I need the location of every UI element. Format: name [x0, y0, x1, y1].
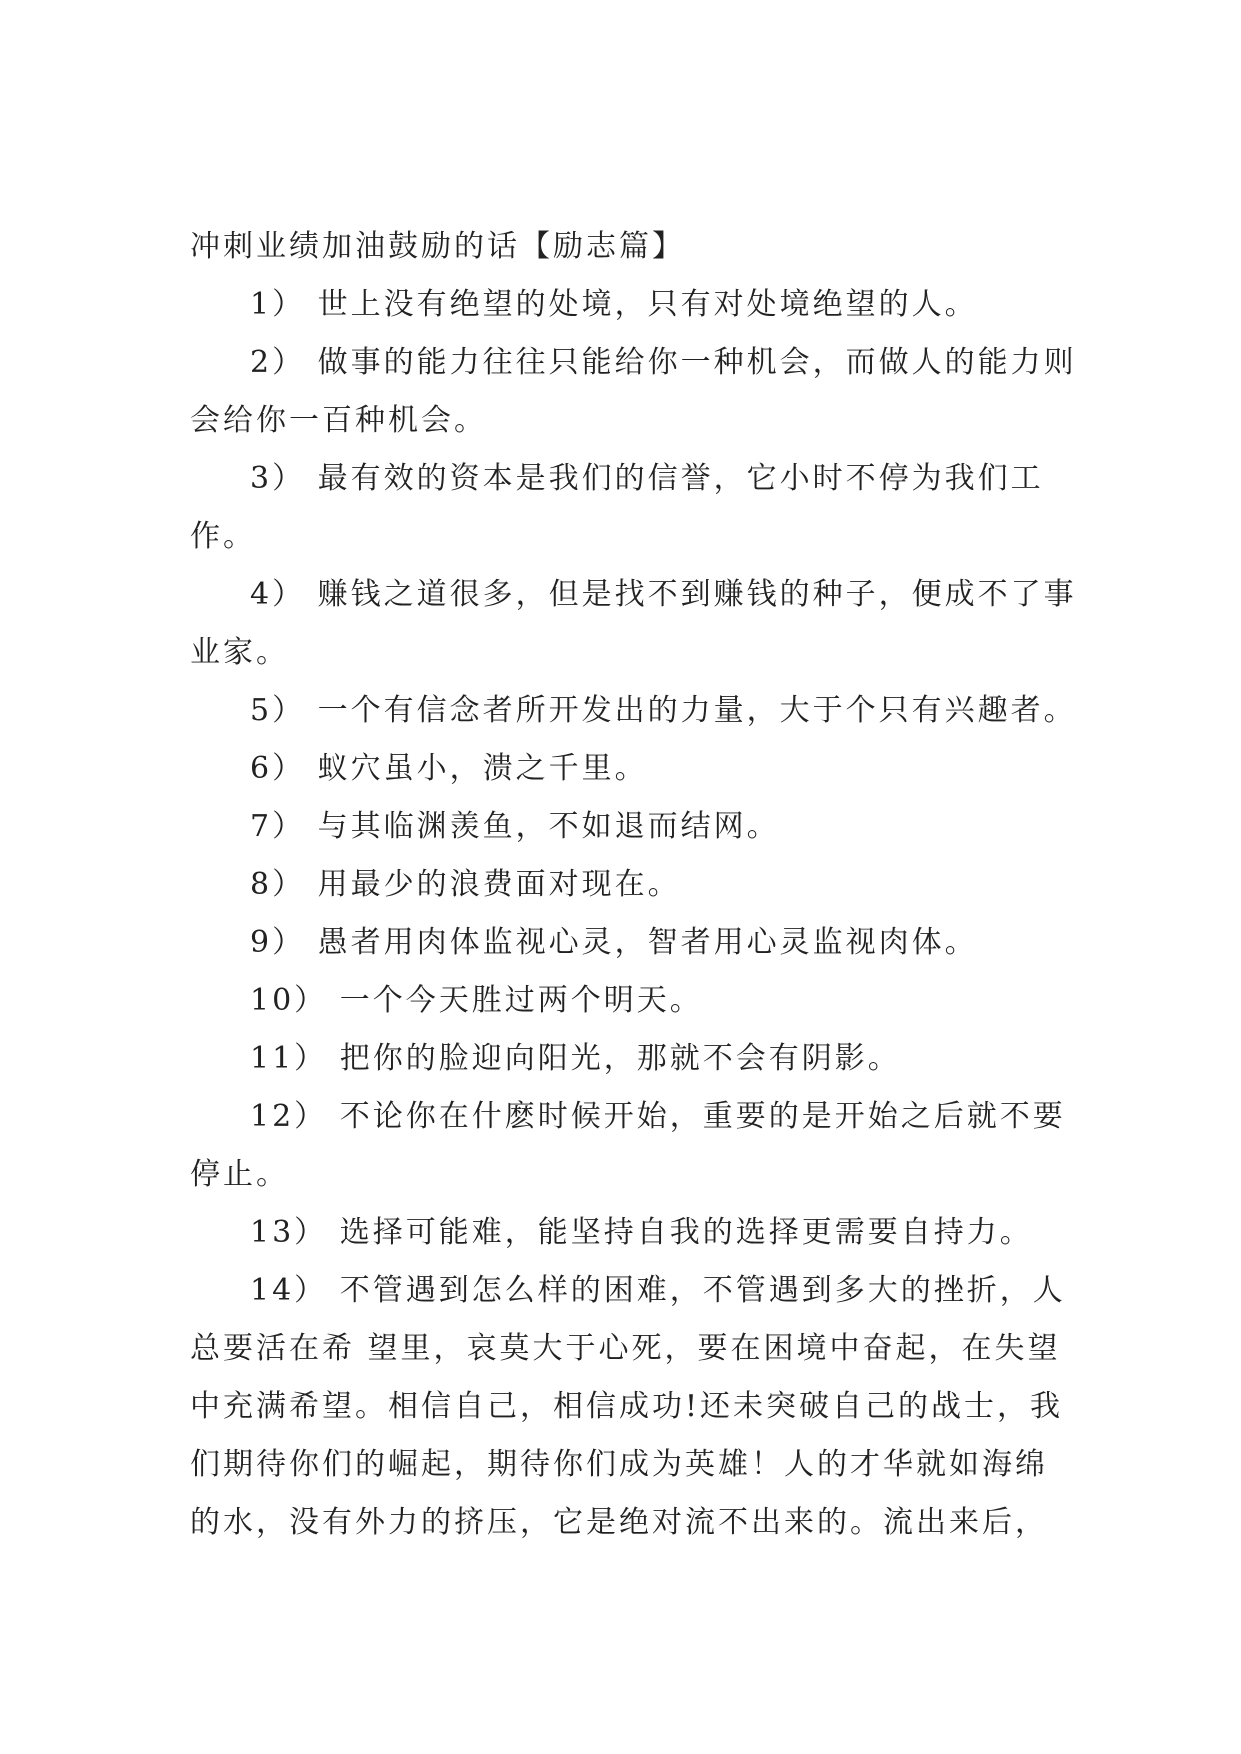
paragraph-9: 9） 愚者用肉体监视心灵，智者用心灵监视肉体。	[250, 925, 978, 960]
paragraph-11: 11） 把你的脸迎向阳光，那就不会有阴影。	[250, 1041, 901, 1076]
paragraph-7: 7） 与其临渊羡鱼，不如退而结网。	[250, 809, 780, 844]
paragraph-6: 6） 蚁穴虽小，溃之千里。	[250, 751, 648, 786]
paragraph-2: 2） 做事的能力往往只能给你一种机会，而做人的能力则会给你一百种机会。	[190, 345, 1077, 438]
paragraph-4: 4） 赚钱之道很多，但是找不到赚钱的种子，便成不了事业家。	[190, 577, 1077, 670]
paragraph-8: 8） 用最少的浪费面对现在。	[250, 867, 681, 902]
document-page	[190, 218, 1080, 1552]
paragraph-1: 1） 世上没有绝望的处境，只有对处境绝望的人。	[250, 287, 978, 322]
paragraph-10: 10） 一个今天胜过两个明天。	[250, 983, 703, 1018]
paragraph-5: 5） 一个有信念者所开发出的力量，大于个只有兴趣者。	[250, 693, 1077, 728]
paragraph-14: 14） 不管遇到怎么样的困难，不管遇到多大的挫折，人总要活在希 望里，哀莫大于心死，要在困境中奋起，在失望中充满希望。相信自己，相信成功!还未突破自己的战士，我们期待你们的崛起，期待你们成为英雄！人的才华就如海绵的水，没有外力的挤压，它是绝对流不出来的。流出来后，	[190, 1273, 1066, 1540]
paragraph-12: 12） 不论你在什麽时候开始，重要的是开始之后就不要停止。	[190, 1099, 1066, 1192]
paragraph-3: 3） 最有效的资本是我们的信誉，它小时不停为我们工作。	[190, 461, 1044, 554]
paragraph-13: 13） 选择可能难，能坚持自我的选择更需要自持力。	[250, 1215, 1033, 1250]
document-title: 冲刺业绩加油鼓励的话【励志篇】	[190, 229, 685, 264]
